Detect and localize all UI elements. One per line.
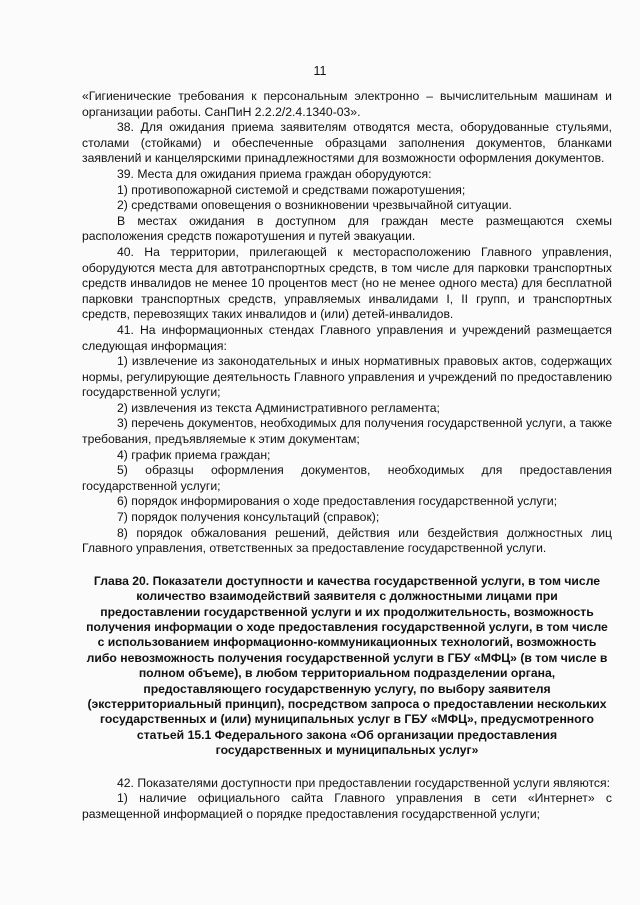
paragraph: 1) наличие официального сайта Главного управления в сети «Интернет» с размещенной информацией о порядке предоставления государственной услуги; <box>82 791 612 821</box>
section-top <box>82 89 612 557</box>
paragraph: 2) извлечения из текста Административного регламента; <box>117 400 440 415</box>
paragraph: 6) порядок информирования о ходе предоставления государственной услуги; <box>117 494 558 509</box>
paragraph: 2) средствами оповещения о возникновении чрезвычайной ситуации. <box>117 198 512 213</box>
paragraph: 41. На информационных стендах Главного управления и учреждений размещается следующая информация: <box>82 322 612 353</box>
paragraph: 1) противопожарной системой и средствами пожаротушения; <box>117 182 466 197</box>
paragraph: 7) порядок получения консультаций (справок); <box>117 510 380 525</box>
section-bottom <box>82 776 612 823</box>
paragraph: 3) перечень документов, необходимых для получения государственной услуги, а также требования, предъявляемые к этим документам; <box>82 416 612 447</box>
paragraph: 40. На территории, прилегающей к месторасположению Главного управления, оборудуются места для автотранспортных средств, в том числе для парковки транспортных средств инвалидов не менее 10 процентов мест (но не менее одного места) для бесплатной парковки транспортных средств, управляемых инвалидами I, II групп, и транспортных средств, перевозящих таких инвалидов и (или) детей-инвалидов. <box>82 244 612 322</box>
paragraph: 5) образцы оформления документов, необходимых для предоставления государственной услуги; <box>82 463 612 493</box>
page-number: 11 <box>313 64 327 78</box>
chapter-heading: Глава 20. Показатели доступности и качества государственной услуги, в том числе количество взаимодействий заявителя с должностными лицами при предоставлении государственной услуги и их продолжительность, возможность получения информации о ходе предоставления государственной услуги, в том числе с использованием информационно-коммуникационных технологий, возможность либо невозможность получения государственной услуги в ГБУ «МФЦ» (в том числе в полном объеме), в любом территориальном подразделении органа, предоставляющего государственную услугу, по выбору заявителя (экстерриториальный принцип), посредством запроса о предоставлении нескольких государственных и (или) муниципальных услуг в ГБУ «МФЦ», предусмотренного статьей 15.1 Федерального закона «Об организации предоставления государственных и муниципальных услуг» <box>86 573 608 758</box>
paragraph: В местах ожидания в доступном для граждан месте размещаются схемы расположения средств пожаротушения и путей эвакуации. <box>82 213 612 244</box>
paragraph: «Гигиенические требования к персональным электронно – вычислительным машинам и организации работы. СанПиН 2.2.2/2.4.1340-03». <box>82 89 612 119</box>
paragraph: 1) извлечение из законодательных и иных нормативных правовых актов, содержащих нормы, регулирующие деятельность Главного управления и учреждений по предоставлению государственной услуги; <box>82 354 612 400</box>
paragraph: 38. Для ожидания приема заявителям отводятся места, оборудованные стульями, столами (стойками) и обеспеченные образцами заполнения документов, бланками заявлений и канцелярскими принадлежностями для возможности оформления документов. <box>82 120 612 166</box>
document-body <box>82 89 612 822</box>
paragraph: 4) график приема граждан; <box>117 447 271 462</box>
paragraph: 39. Места для ожидания приема граждан оборудуются: <box>117 166 432 181</box>
paragraph: 42. Показателями доступности при предоставлении государственной услуги являются: <box>117 775 610 790</box>
paragraph: 8) порядок обжалования решений, действия или бездействия должностных лиц Главного управления, ответственных за предоставление государственной услуги. <box>82 525 612 556</box>
